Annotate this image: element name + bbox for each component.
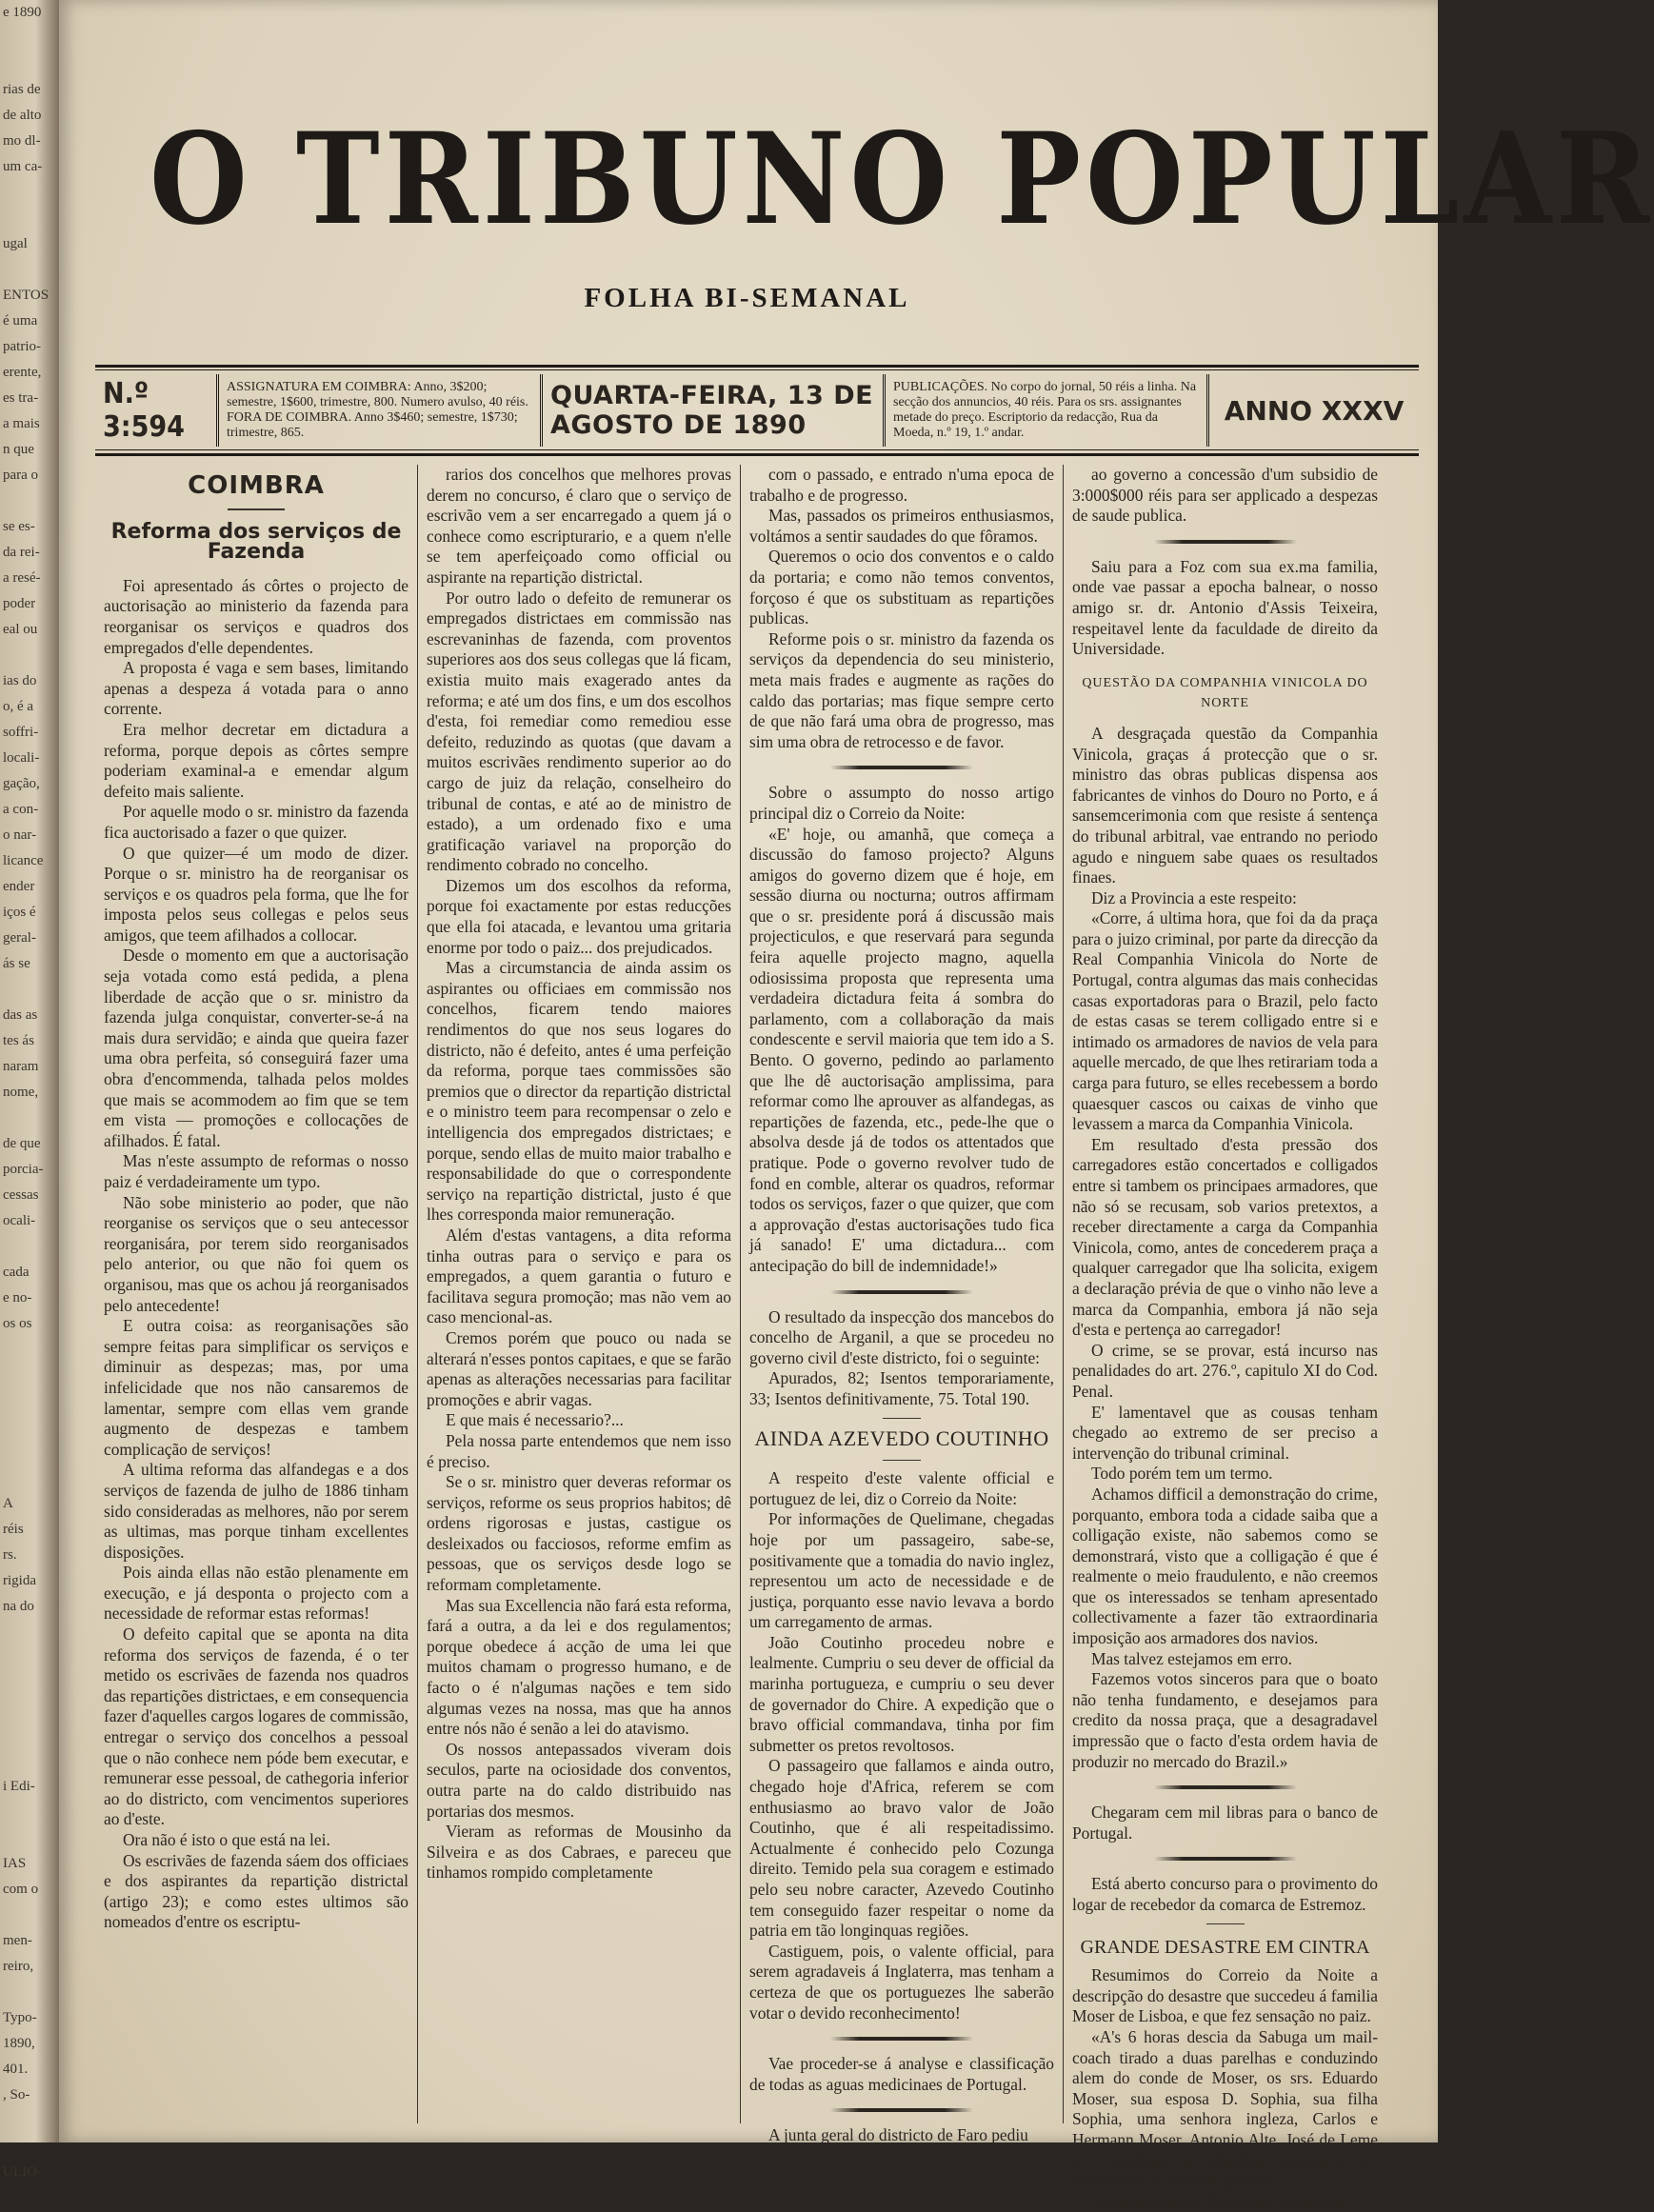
concurso-notice: [1072, 1874, 1378, 1915]
previous-page-fragment: para o: [3, 468, 39, 483]
paragraph: Não sobe ministerio ao poder, que não reorganise os serviços que o seu antecessor reorganisára, por terem sido reorganisados pelo anterior, ou que não foi quem os organisou, mas que os achou já reorganisados pelo antecedente!: [104, 1192, 409, 1315]
column-3: [741, 465, 1064, 2145]
previous-page-fragment: eal ou: [3, 622, 38, 637]
previous-page-fragment: [0, 1671, 59, 1697]
paragraph: Achamos difficil a demonstração do crime, porquanto, embora toda a cidade saiba que a colligação existe, não sabemos como se demonstrará, visto que a colligação é que é realmente o meio fraudulento, e não creemos que os interessados se tenham apresentado collectivamente a fazer tão extraordinaria imposição aos armadores dos navios.: [1072, 1484, 1378, 1648]
ornament-divider: [1154, 1785, 1297, 1789]
bank-notice: [1072, 1803, 1378, 1843]
header-rule-top-thin: [95, 369, 1419, 370]
previous-page-fragment: naram: [3, 1059, 39, 1074]
previous-page-fragment: n que: [3, 442, 34, 457]
paragraph: Por outro lado o defeito de remunerar os empregados districtaes em commissão nas escrevaninhas de fazenda, com proventos superiores aos dos seus collegas que lá ficam, existia muito mais exagerado antes da reforma; e até um dos fins, e um dos escolhos d'esta, foi remediar como remediou esse defeito, reduzindo as quotas (que davam a muitos escrivães rendimento superior ao do cargo de juiz da relação, conselheiro do tribunal de contas, e até ao de ministro de estado), a um ordenado fixo e uma gratificação variavel na proporção do rendimento cobrado no concelho.: [427, 588, 731, 875]
previous-page-fragment: erente,: [3, 365, 42, 380]
lead-article-body: [104, 576, 409, 1933]
paragraph: Além d'estas vantagens, a dita reforma tinha outras para o serviço e para os empregados, a quem garantia o futuro e facilitava segura promoção; mas não vem ao caso mencional-as.: [427, 1225, 731, 1327]
paragraph: «A's 6 horas descia da Sabuga um mail-coach tirado a duas parelhas e conduzindo alem do conde de Moser, os srs. Eduardo Moser, sua esposa D. Sophia, sua filha Sophia, uma senhora ingleza, Carlos e Hermann Moser, Antonio Alte, José de Leme s, o cocheiro na almofada traseira e um trintanario: ao todo 11 pessoas.: [1072, 2026, 1378, 2191]
previous-page-fragment: [0, 1440, 59, 1465]
previous-page-fragment: e no-: [3, 1290, 32, 1305]
previous-page-fragment: [0, 1980, 59, 2005]
paragraph: E outra coisa: as reorganisações são sempre feitas para simplificar os serviços e diminuir as despezas; mas, por uma infelicidade que nos não cansaremos de lamentar, sempre com ellas vem grande augmento de despezas e tambem complicação de serviços!: [104, 1316, 409, 1459]
previous-page-fragment: o, é a: [3, 699, 34, 714]
coutinho-headline: AINDA AZEVEDO COUTINHO: [754, 1425, 1049, 1450]
paragraph: E' lamentavel que as cousas tenham chegado ao extremo de ser preciso a intervenção do tribunal criminal.: [1072, 1402, 1378, 1463]
paragraph: «Corre, á ultima hora, que foi da da praça para o juizo criminal, por parte da direcção da Real Companhia Vinicola do Norte de Portugal, contra algumas das mais conhecidas casas exportadoras para o Brazil, pelo facto de estas casas se terem colligado entre si e intimado os armadores de navios de vela para aquelle mercado, de que lhes retirariam toda a carga para futuro, se elles recebessem a bordo quaesquer cascos ou caixas de vinho que levassem a marca da Companhia Vinicola.: [1072, 908, 1378, 1134]
paragraph: O crime, se se provar, está incurso nas penalidades do art. 276.º, capitulo XI do Cod. Penal.: [1072, 1340, 1378, 1401]
previous-page-fragment: [0, 206, 59, 231]
paragraph: Os escrivães de fazenda sáem dos officiaes e dos aspirantes da repartição districtal (artigo 23); e como estes ultimos são nomeados d'entre os escriptu-: [104, 1850, 409, 1932]
paragraph: Ora não é isto o que está na lei.: [123, 1830, 330, 1849]
previous-page-fragment: 1890,: [3, 2036, 35, 2051]
previous-page-fragment: tes ás: [3, 1033, 34, 1048]
paragraph: A junta geral do districto de Faro pediu: [768, 2125, 1028, 2145]
previous-page-fragment: é uma: [3, 313, 38, 329]
previous-page-fragment: cada: [3, 1265, 30, 1280]
previous-page-fragment: [0, 1645, 59, 1671]
previous-page-fragment: rias de: [3, 82, 41, 97]
previous-page-fragment: soffri-: [3, 725, 39, 740]
article-columns: [95, 465, 1419, 2211]
paragraph: Era melhor decretar em dictadura a reforma, porque depois as côrtes sempre poderiam examinal-a e emendar algum defeito mais saliente.: [104, 719, 409, 801]
divider: [228, 508, 285, 510]
paragraph: Mas sua Excellencia não fará esta reforma, fará a outra, a da lei e dos regulamentos; porque obedece á acção de uma lei que muitos chamam o progresso humano, e de facto o é n'algumas nações e tem sido algumas vezes na nossa, mas que ha annos entre nós não é senão a lei do atavismo.: [427, 1595, 731, 1739]
previous-page-fragment: nome,: [3, 1085, 39, 1100]
paragraph: Apurados, 82; Isentos temporariamente, 33; Isentos definitivamente, 75. Total 190.: [749, 1368, 1054, 1408]
previous-page-fragment: porcia-: [3, 1162, 44, 1177]
previous-page-fragment: a con-: [3, 802, 39, 817]
ornament-divider: [1154, 1857, 1297, 1861]
masthead-subtitle: FOLHA BI-SEMANAL: [584, 283, 910, 313]
previous-page-fragment: [0, 2134, 59, 2160]
previous-page-fragment: [0, 180, 59, 206]
previous-page-fragment: [0, 977, 59, 1003]
lead-article-continued: [427, 465, 731, 1883]
paragraph: Dizemos um dos escolhos da reforma, porque foi exactamente por estas reducções que ella foi atacada, e levantou uma gritaria enorme por todo o paiz... dos prejudicados.: [427, 875, 731, 957]
paragraph: Está aberto concurso para o provimento do logar de recebedor da comarca de Estremoz.: [1072, 1874, 1378, 1914]
paragraph: Cremos porém que pouco ou nada se alterará n'esses pontos capitaes, e que se farão apenas as alterações necessarias para facilitar promoções e abrir vagas.: [427, 1327, 731, 1409]
previous-page-fragment: i Edi-: [3, 1779, 35, 1794]
paragraph: Saiu para a Foz com sua ex.ma familia, onde vae passar a epocha balnear, o nosso amigo sr. dr. Antonio d'Assis Teixeira, respeitavel lente da faculdade de direito da Universidade.: [1072, 556, 1378, 659]
header-rule-bottom: [95, 453, 1419, 456]
previous-page-fragment: , So-: [3, 2087, 30, 2102]
paragraph: Em resultado d'esta pressão dos carregadores estão concertados e colligados entre si tambem os principaes armadores, que não só se recusam, sob varios pretextos, a receber directamente a carga da Companhia Vinicola, como, antes de concederem praça a qualquer carregador que lha solicita, exigem a declaração prévia de que o vinho não leve a marca da Companhia, embora já não seja d'esta e pertença ao carregador!: [1072, 1134, 1378, 1340]
column-4: [1064, 465, 1386, 2211]
paragraph: Fazemos votos sinceros para que o boato não tenha fundamento, e desejamos para credito da nossa praça, que a desagradavel impressão que o facto d'esta ordem havia de produzir no mercado do Brazil.»: [1072, 1669, 1378, 1771]
previous-page-fragment: a mais: [3, 416, 40, 431]
previous-page-fragment: A: [3, 1496, 13, 1511]
lead-article-end: [749, 465, 1054, 752]
previous-page-fragment: [0, 1337, 59, 1363]
paragraph: Desde o momento em que a auctorisação seja votada como está pedida, a plena liberdade de acção que o sr. ministro da fazenda julga conquistar, converter-se-á na mais dura servidão; e ainda que queira fazer uma obra perfeita, só conseguirá fazer uma obra d'encommenda, talhada pelos moldes que mais se acommodem ao fim que se tem em vista — promoções e collocações de afilhados. É fatal.: [104, 946, 409, 1150]
previous-page-fragment: [0, 1697, 59, 1723]
paragraph: Os nossos antepassados viveram dois seculos, parte na ociosidade dos conventos, outra parte na do caldo distribuido nas portarias dos mesmos.: [427, 1739, 731, 1821]
previous-page-fragment: men-: [3, 1933, 32, 1948]
correio-quote: [749, 783, 1054, 1276]
previous-page-fragment: cessas: [3, 1187, 39, 1203]
section-city-heading: COIMBRA: [188, 471, 325, 500]
previous-page-fragment: ULIO-: [3, 2164, 42, 2180]
previous-page-fragment: o nar-: [3, 827, 37, 843]
paragraph: Foi apresentado ás côrtes o projecto de auctorisação ao ministerio da fazenda para reorganisar os serviços e quadros dos empregados d'elle dependentes.: [104, 575, 409, 657]
paragraph: O passageiro que fallamos e ainda outro, chegado hoje d'Africa, referem se com enthusiasmo ao bravo valor de João Coutinho, que é ali respeitadissimo. Actualmente é conhecido pelo Cozunga direito. Temido pela sua coragem e estimado pelo seu nobre caracter, Azevedo Coutinho tem conseguido fazer respeitar o nome da patria em tão longinquas regiões.: [749, 1756, 1054, 1941]
ornament-divider: [830, 2037, 973, 2041]
previous-page-fragment: geral-: [3, 930, 36, 946]
column-2: [418, 465, 741, 2123]
newspaper-page: [59, 0, 1654, 2211]
previous-page-fragment: ias do: [3, 673, 37, 688]
previous-page-fragment: [0, 257, 59, 283]
paragraph: Pela nossa parte entendemos que nem isso é preciso.: [427, 1430, 731, 1471]
issue-number: N.º 3:594: [95, 374, 219, 447]
paragraph: Vae proceder-se á analyse e classificação de todas as aguas medicinaes de Portugal.: [749, 2054, 1054, 2094]
previous-page-fragment: um ca-: [3, 159, 43, 174]
info-bar: [95, 374, 1419, 447]
header-rule-bottom-thin: [95, 449, 1419, 450]
paragraph: Mas, passados os primeiros enthusiasmos, voltámos a sentir saudades do que fôramos.: [749, 506, 1054, 546]
previous-page-fragment: poder: [3, 596, 36, 611]
paragraph: O que quizer—é um modo de dizer. Porque o sr. ministro ha de reorganisar os serviços e os quadros pela forma, que lhe for imposta pelos seus collegas e pelos seus amigos, que teem afilhados a collocar.: [104, 843, 409, 945]
column-1: [95, 465, 418, 2123]
issue-date: QUARTA-FEIRA, 13 DE AGOSTO DE 1890: [543, 374, 886, 447]
previous-page-fragment: na do: [3, 1599, 34, 1614]
previous-page-text: [0, 0, 59, 2185]
paragraph: A respeito d'este valente official e portuguez de lei, diz o Correio da Noite:: [749, 1468, 1054, 1508]
health-subsidy-notice: [1072, 465, 1378, 527]
paragraph: A quem da fonte da Sabuga um dos ca-: [1091, 2191, 1351, 2211]
cintra-headline: GRANDE DESASTRE EM CINTRA: [1080, 1936, 1370, 1958]
previous-page-fragment: patrio-: [3, 339, 41, 354]
paragraph: Chegaram cem mil libras para o banco de Portugal.: [1072, 1803, 1378, 1843]
previous-page-fragment: rs.: [3, 1547, 17, 1563]
paragraph: Resumimos do Correio da Noite a descripção do desastre que succedeu á familia Moser de Lisboa, e que fez sensação no paiz.: [1072, 1965, 1378, 2026]
previous-page-fragment: locali-: [3, 750, 40, 766]
volume-year: ANNO XXXV: [1224, 394, 1405, 427]
previous-page-fragment: de que: [3, 1136, 41, 1151]
previous-page-fragment: rigida: [3, 1573, 36, 1588]
previous-page-fragment: [0, 1363, 59, 1388]
previous-page-fragment: [0, 1234, 59, 1260]
ornament-divider: [830, 1290, 973, 1294]
previous-page-fragment: ugal: [3, 236, 28, 251]
previous-page-fragment: [0, 1465, 59, 1491]
paragraph: O resultado da inspecção dos mancebos do concelho de Arganil, a que se procedeu no governo civil d'este districto, foi o seguinte:: [749, 1306, 1054, 1367]
previous-page-fragment: [0, 1106, 59, 1131]
previous-page-fragment: licance: [3, 853, 44, 868]
paragraph: Pois ainda ellas não estão plenamente em execução, e já desponta o projecto com a necessidade de reformar estas reformas!: [104, 1563, 409, 1624]
coutinho-article: [749, 1468, 1054, 2023]
previous-page-fragment: ocali-: [3, 1213, 36, 1228]
previous-page-fragment: das as: [3, 1007, 38, 1023]
previous-page-fragment: [0, 488, 59, 514]
previous-page-fragment: iços é: [3, 905, 36, 920]
previous-page-fragment: IAS: [3, 1856, 27, 1871]
paragraph: Por informações de Quelimane, chegadas hoje por um passageiro, sabe-se, positivamente que a tomadia do navio inglez, representou um acto de necessidade e de justiça, porquanto esse navio levava a bordo um carregamento de armas.: [749, 1509, 1054, 1632]
paragraph: A ultima reforma das alfandegas e a dos serviços de fazenda de julho de 1886 tinham sido consideradas as melhores, não por serem as ultimas, mas porque tinham excellentes disposições.: [104, 1460, 409, 1562]
previous-page-fragment: [0, 26, 59, 51]
paragraph: A proposta é vaga e sem bases, limitando apenas a despeza á votada para o anno corrente.: [104, 658, 409, 719]
medicinal-waters-notice: [749, 2054, 1054, 2095]
previous-page-fragment: [0, 1414, 59, 1440]
header-rule-top: [95, 365, 1419, 368]
previous-page-fragment: [0, 1825, 59, 1851]
previous-page-fragment: a resé-: [3, 570, 41, 586]
publication-prices: PUBLICAÇÕES. No corpo do jornal, 50 réis a linha. Na secção dos annuncios, 40 réis. Para os srs. assignantes metade do preço. Escriptorio da redacção, Rua da Moeda, n.º 19, 1.º andar.: [886, 374, 1209, 447]
previous-page-fragment: [0, 643, 59, 668]
ornament-divider: [1154, 540, 1297, 544]
divider: [1206, 1923, 1245, 1924]
divider: [883, 1460, 921, 1461]
divider: [883, 1418, 921, 1419]
previous-page-fragment: [0, 2108, 59, 2134]
previous-page-fragment: ENTOS: [3, 288, 50, 303]
masthead-title: O TRIBUNO POPULAR: [149, 104, 1654, 253]
previous-page-fragment: 401.: [3, 2062, 29, 2077]
previous-page-fragment: réis: [3, 1522, 24, 1537]
paragraph: Sobre o assumpto do nosso artigo principal diz o Correio da Noite:: [749, 783, 1054, 823]
paragraph: rarios dos concelhos que melhores provas derem no concurso, é claro que o serviço de escrivão vem a ser encarregado a quem já o conhece como escripturario, e a quem n'elle se tem aperfeiçoado como official ou aspirante na repartição districtal.: [427, 465, 731, 587]
paragraph: Castiguem, pois, o valente official, para serem agradaveis á Inglaterra, mas tenham a certeza de que os portuguezes lhe saberão votar o devido reconhecimento!: [749, 1941, 1054, 2023]
previous-page-fragment: [0, 1620, 59, 1645]
previous-page-fragment: de alto: [3, 108, 42, 123]
previous-page-fragment: [0, 1800, 59, 1825]
previous-page-edge: [0, 0, 59, 2180]
previous-page-fragment: e 1890: [3, 5, 42, 20]
paragraph: João Coutinho procedeu nobre e lealmente. Cumpriu o seu dever de official da marinha portugueza, e cumpriu o seu dever de governador do Chire. A expedição que o bravo official commandava, tinha por fim submetter os pretos revoltosos.: [749, 1632, 1054, 1755]
previous-page-fragment: gação,: [3, 776, 40, 791]
previous-page-fragment: [0, 1723, 59, 1748]
previous-page-fragment: reiro,: [3, 1959, 34, 1974]
paragraph: Mas talvez estejamos em erro.: [1091, 1648, 1293, 1668]
paragraph: A desgraçada questão da Companhia Vinicola, graças á protecção que o sr. ministro das obras publicas dispensa aos fabricantes de vinhos do Douro no Porto, e á sansemcerimonia com que resiste á sentença do tribunal arbitral, vae entrando no periodo agudo e ninguem sabe quaes os resultados finaes.: [1072, 723, 1378, 887]
previous-page-fragment: [0, 51, 59, 77]
previous-page-fragment: Typo-: [3, 2010, 37, 2025]
paragraph: Por aquelle modo o sr. ministro da fazenda fica auctorisado a fazer o que quizer.: [104, 802, 409, 842]
paragraph: com o passado, e entrado n'uma epoca de trabalho e de progresso.: [749, 465, 1054, 505]
paragraph: «E' hoje, ou amanhã, que começa a discussão do famoso projecto? Alguns amigos do governo dizem que é hoje, em sessão diurna ou nocturna; outros affirmam que o sr. presidente porá á discussão mais projecticulos, e que reservará para segunda feira aquelle projecto magno, aquella odiosissima proposta que representa uma verdadeira dictadura feita á sombra do parlamento, com a collaboração da mais condescente e servil maioria que tem ido a S. Bento. O governo, pedindo ao parlamento que lhe dê auctorisação amplissima, para reformar como lhe aprouver as alfandegas, as repartições de fazenda, etc., pede-lhe que o absolva desde já de todos os attentados que pratique. Pode o governo revolver tudo de fond en comble, alterar os quadros, reformar todos os serviços, fazer o que quizer, que com a approvação d'estas auctorisações tudo fica já sanado! E' uma dictadura... com antecipação do bill de indemnidade!»: [749, 824, 1054, 1275]
vinicola-article: [1072, 724, 1378, 1772]
paragraph: E que mais é necessario?...: [446, 1410, 624, 1430]
inspection-notice: [749, 1307, 1054, 1410]
cintra-article: [1072, 1965, 1378, 2212]
vinicola-headline: QUESTÃO DA COMPANHIA VINICOLA DO NORTE: [1082, 675, 1368, 711]
paragraph: O defeito capital que se aponta na dita reforma dos serviços de fazenda, é o ter metido os escrivães de fazenda nos quadros das repartições districtaes, e em consequencia fazer d'aquelles cargos logares de commissão, entregar o serviço dos concelhos a pessoal que o não conhece nem póde bem executar, e remunerar esse pessoal, de cathegoria inferior ao do districto, com vencimentos superiores ao d'este.: [104, 1624, 409, 1829]
faro-notice: [749, 2125, 1054, 2146]
paragraph: Queremos o ocio dos conventos e o caldo da portaria; e como não temos conventos, forçoso é que os substituam as repartições publicas.: [749, 547, 1054, 628]
paragraph: Vieram as reformas de Mousinho da Silveira e as dos Cabraes, e pareceu que tinhamos rompido completamente: [427, 1822, 731, 1883]
paragraph: Reforme pois o sr. ministro da fazenda os serviços da dependencia do seu ministerio, meta mais frades e augmente as rações do caldo das portarias; mas fique sempre certo de que não fará uma obra de progresso, mas sim uma obra de retrocesso e de favor.: [749, 628, 1054, 751]
ornament-divider: [830, 2108, 973, 2112]
ornament-divider: [830, 766, 973, 769]
previous-page-fragment: com o: [3, 1882, 39, 1897]
paragraph: Se o sr. ministro quer deveras reformar os serviços, reforme os seus proprios habitos; dê ordens rigorosas e justas, castigue os desleixados ou facciosos, reforme emfim as pessoas, que os serviços desde logo se reformam completamente.: [427, 1472, 731, 1595]
previous-page-fragment: [0, 1748, 59, 1774]
previous-page-fragment: os os: [3, 1316, 32, 1331]
previous-page-fragment: mo dl-: [3, 133, 41, 149]
previous-page-fragment: [0, 1903, 59, 1928]
paragraph: Mas n'este assumpto de reformas o nosso paiz é verdadeiramente um typo.: [104, 1151, 409, 1191]
paragraph: Todo porém tem um termo.: [1091, 1464, 1273, 1484]
previous-page-fragment: es tra-: [3, 390, 39, 406]
subscription-prices: ASSIGNATURA EM COIMBRA: Anno, 3$200; semestre, 1$600, trimestre, 800. Numero avulso, 40 réis. FORA DE COIMBRA. Anno 3$460; semestre, 1$730; trimestre, 865.: [219, 374, 543, 447]
lead-article-headline: Reforma dos serviços de Fazenda: [110, 519, 402, 565]
previous-page-fragment: da rei-: [3, 545, 40, 560]
paragraph: ao governo a concessão d'um subsidio de 3:000$000 réis para ser applicado a despezas de saude publica.: [1072, 465, 1378, 526]
personal-notice: [1072, 557, 1378, 660]
previous-page-fragment: ender: [3, 879, 35, 894]
previous-page-fragment: ás se: [3, 956, 30, 971]
paragraph: Diz a Provincia a este respeito:: [1091, 887, 1297, 907]
previous-page-fragment: [0, 1388, 59, 1414]
previous-page-fragment: se es-: [3, 519, 35, 534]
paragraph: Mas a circumstancia de ainda assim os aspirantes ou officiaes em commissão nos concelhos, ficarem tendo maiores rendimentos do que nos seus logares do districto, não é defeito, antes é uma perfeição da reforma, porque taes commissões são premios que o director da repartição districtal e o ministro teem para recompensar o zelo e intelligencia dos empregados districtaes; e porque, sendo ellas de muito maior trabalho e responsabilidade do que o correspondente serviço na repartição districtal, justo é que lhes corresponda maior remuneração.: [427, 958, 731, 1225]
